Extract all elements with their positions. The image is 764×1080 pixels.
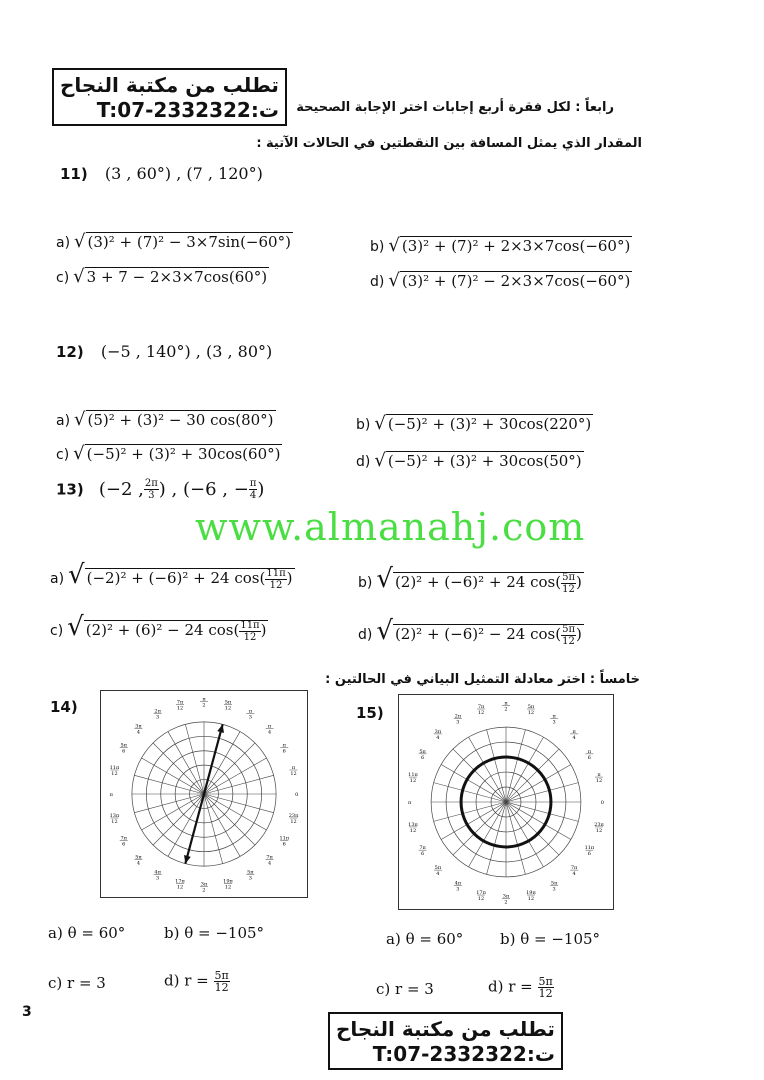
option-label: d) bbox=[356, 454, 371, 470]
angle-label-num: 7π bbox=[477, 703, 485, 710]
grid-ray bbox=[204, 794, 266, 830]
sqrt-icon: √ bbox=[376, 564, 393, 594]
option-prefix: d) r = bbox=[488, 977, 533, 996]
angle-label-num: 11π bbox=[109, 765, 120, 772]
angle-label-num: π bbox=[248, 708, 252, 715]
angle-label-den: 4 bbox=[136, 729, 141, 736]
q12-number: 12) bbox=[56, 343, 84, 361]
angle-label-den: 4 bbox=[267, 729, 272, 736]
q11-number: 11) bbox=[60, 165, 88, 183]
angle-label bbox=[266, 855, 274, 867]
angle-label bbox=[550, 880, 558, 892]
angle-label bbox=[527, 704, 535, 716]
angle-label bbox=[134, 723, 142, 735]
angle-label bbox=[154, 709, 162, 721]
angle-label-num: 11π bbox=[408, 772, 418, 779]
option-expr: (2)² + (−6)² − 24 cos( $\frac{5\pi}{12}$ ) bbox=[394, 623, 582, 647]
q15-option-b[interactable]: b) θ = −105° bbox=[500, 930, 601, 948]
angle-label-den: 3 bbox=[552, 719, 556, 726]
angle-label-den: 12 bbox=[477, 709, 485, 716]
option-expr: (−2)² + (−6)² + 24 cos( $\frac{11\pi}{12}$ ) bbox=[86, 567, 293, 591]
q11-option-b[interactable] bbox=[370, 235, 632, 256]
section5-heading: خامساً : اختر معادلة التمثيل البياني في الحالتين : bbox=[325, 672, 640, 687]
angle-label bbox=[570, 865, 578, 877]
grid-ray bbox=[434, 802, 506, 821]
angle-label-num: 17π bbox=[175, 878, 185, 885]
angle-label-num: 23π bbox=[594, 821, 604, 828]
sqrt-icon: √ bbox=[73, 266, 85, 287]
q15-polar-grid bbox=[398, 694, 614, 910]
angle-label bbox=[408, 772, 418, 784]
top-stamp bbox=[52, 68, 287, 126]
angle-label bbox=[601, 800, 604, 806]
grid-ray bbox=[134, 775, 204, 794]
option-expr: (3)² + (7)² + 2×3×7cos(−60°) bbox=[401, 237, 631, 255]
q11-option-c[interactable] bbox=[56, 266, 269, 287]
angle-label bbox=[290, 765, 298, 777]
angle-label-num: π bbox=[282, 742, 286, 749]
grid-ray bbox=[134, 794, 204, 813]
angle-label-den: 6 bbox=[122, 748, 126, 755]
option-label: b) bbox=[370, 239, 385, 255]
watermark: www.almanahj.com bbox=[195, 505, 586, 549]
angle-label-den: 4 bbox=[436, 734, 440, 741]
angle-label bbox=[454, 714, 462, 726]
angle-label-den: 12 bbox=[527, 896, 535, 903]
angle-label bbox=[110, 813, 120, 825]
section4-heading: رابعاً : لكل فقرة أربع إجابات اختر الإجابة الصحيحة bbox=[296, 100, 614, 115]
stamp-line-1: تطلب من مكتبة النجاح bbox=[336, 1017, 555, 1041]
sqrt-icon: √ bbox=[374, 450, 386, 471]
grid-ray bbox=[434, 783, 506, 802]
angle-label bbox=[454, 880, 462, 892]
option-expr: (−5)² + (3)² + 30cos(220°) bbox=[387, 415, 592, 433]
option-expr: (−5)² + (3)² + 30cos(60°) bbox=[86, 445, 281, 463]
grid-ray bbox=[204, 732, 240, 794]
grid-ray bbox=[506, 802, 525, 874]
q14-option-c[interactable]: c) r = 3 bbox=[48, 974, 106, 992]
angle-label bbox=[266, 723, 274, 735]
angle-label-num: 7π bbox=[570, 865, 578, 872]
angle-label-num: 17π bbox=[476, 890, 486, 897]
bottom-stamp bbox=[328, 1012, 563, 1070]
angle-label-num: 19π bbox=[223, 878, 233, 885]
q15-number: 15) bbox=[356, 704, 384, 722]
grid-ray bbox=[142, 794, 204, 830]
angle-label bbox=[476, 890, 486, 902]
q12-option-b[interactable] bbox=[356, 413, 593, 434]
angle-label-den: 12 bbox=[224, 884, 232, 891]
angle-label-den: 4 bbox=[136, 860, 141, 867]
question-11 bbox=[60, 164, 263, 183]
grid-ray bbox=[487, 730, 506, 802]
sqrt-icon: √ bbox=[388, 270, 400, 291]
question-12 bbox=[56, 342, 272, 361]
grid-ray bbox=[506, 730, 525, 802]
angle-label-den: 2 bbox=[202, 702, 206, 709]
option-label: c) bbox=[56, 447, 70, 463]
angle-label-num: 3π bbox=[200, 881, 208, 888]
sqrt-icon: √ bbox=[74, 231, 86, 252]
q14-option-a[interactable]: a) θ = 60° bbox=[48, 924, 126, 942]
q15-option-c[interactable]: c) r = 3 bbox=[376, 980, 434, 998]
option-label: d) bbox=[358, 627, 373, 643]
q13-option-a[interactable] bbox=[50, 560, 295, 591]
angle-label-den: 6 bbox=[282, 748, 286, 755]
angle-label bbox=[295, 792, 298, 798]
sqrt-icon: √ bbox=[376, 616, 393, 646]
angle-label-den: 6 bbox=[587, 754, 591, 761]
angle-label-num: 7π bbox=[176, 699, 184, 706]
angle-label bbox=[502, 893, 510, 905]
option-prefix: d) r = bbox=[164, 971, 209, 990]
angle-label-num: 3π bbox=[135, 723, 142, 730]
angle-label-den: 12 bbox=[595, 778, 603, 785]
angle-label-num: π bbox=[587, 748, 592, 755]
angle-label-num: 2π bbox=[154, 708, 161, 715]
option-label: a) bbox=[56, 413, 71, 429]
stamp-line-2: T:07-2332322:ت bbox=[96, 98, 279, 122]
grid-ray bbox=[204, 794, 255, 845]
angle-label-num: 13π bbox=[408, 821, 418, 828]
option-label: d) bbox=[370, 274, 385, 290]
angle-label-num: 7π bbox=[120, 835, 127, 842]
angle-label-num: 5π bbox=[434, 865, 442, 872]
angle-label bbox=[200, 696, 208, 708]
angle-label-num: π bbox=[504, 700, 508, 707]
option-expr: (3)² + (7)² − 3×7sin(−60°) bbox=[87, 233, 291, 251]
angle-label bbox=[595, 772, 603, 784]
q12-option-d[interactable] bbox=[356, 450, 584, 471]
angle-label-den: 4 bbox=[572, 871, 576, 878]
angle-label-den: 12 bbox=[176, 884, 184, 891]
grid-ray bbox=[142, 758, 204, 794]
angle-label-den: 3 bbox=[456, 719, 460, 726]
angle-label bbox=[246, 869, 254, 881]
angle-label-num: 5π bbox=[527, 703, 535, 710]
angle-label-num: 5π bbox=[550, 880, 558, 887]
angle-label bbox=[120, 835, 128, 847]
polar-graph-15 bbox=[399, 695, 613, 909]
angle-label bbox=[434, 729, 442, 741]
angle-label-num: 5π bbox=[135, 854, 142, 861]
angle-label-den: 6 bbox=[282, 841, 286, 848]
angle-label-num: 19π bbox=[526, 890, 536, 897]
angle-label-num: 5π bbox=[224, 699, 232, 706]
angle-label-num: π bbox=[109, 792, 113, 798]
q13-p1-angle: $\frac{2\pi}{3}$ bbox=[144, 478, 158, 501]
grid-ray bbox=[487, 802, 506, 874]
angle-label bbox=[279, 835, 289, 847]
angle-label-den: 12 bbox=[290, 771, 297, 778]
q13-p2-angle: $\frac{\pi}{4}$ bbox=[249, 478, 257, 501]
angle-label-num: π bbox=[202, 696, 206, 703]
angle-label-num: 4π bbox=[154, 869, 161, 876]
angle-label-num: 23π bbox=[288, 812, 299, 819]
grid-ray bbox=[204, 758, 266, 794]
angle-label bbox=[408, 800, 412, 806]
angle-label-num: 11π bbox=[279, 835, 290, 842]
q13-option-d[interactable] bbox=[358, 616, 584, 647]
q11-points: (3 , 60°) , (7 , 120°) bbox=[104, 164, 263, 183]
angle-label-num: π bbox=[267, 723, 272, 730]
angle-label-den: 6 bbox=[421, 851, 425, 858]
angle-label-den: 4 bbox=[267, 860, 272, 867]
option-expr: (5)² + (3)² − 30 cos(80°) bbox=[87, 411, 274, 429]
angle-label bbox=[526, 890, 536, 902]
q13-option-c[interactable] bbox=[50, 612, 268, 643]
angle-label bbox=[419, 845, 427, 857]
q14-number: 14) bbox=[50, 698, 78, 716]
angle-label bbox=[110, 765, 120, 777]
grid-ray bbox=[185, 724, 204, 794]
angle-label-den: 3 bbox=[248, 875, 252, 882]
angle-label bbox=[110, 792, 114, 798]
grid-ray bbox=[204, 794, 223, 864]
angle-label-num: 5π bbox=[247, 869, 254, 876]
option-label: b) bbox=[356, 417, 371, 433]
angle-label-den: 12 bbox=[176, 705, 184, 712]
option-expr: 3 + 7 − 2×3×7cos(60°) bbox=[86, 268, 268, 286]
angle-label bbox=[223, 879, 233, 891]
angle-label-den: 3 bbox=[456, 886, 460, 893]
grid-ray bbox=[168, 732, 204, 794]
angle-label-den: 12 bbox=[409, 827, 417, 834]
sqrt-icon: √ bbox=[74, 409, 86, 430]
angle-label-den: 12 bbox=[224, 705, 232, 712]
q15-option-a[interactable]: a) θ = 60° bbox=[386, 930, 464, 948]
angle-label bbox=[585, 749, 593, 761]
angle-label-den: 3 bbox=[552, 886, 556, 893]
angle-label bbox=[408, 822, 418, 834]
angle-label bbox=[419, 749, 427, 761]
q14-option-d[interactable] bbox=[164, 970, 230, 993]
option-expr: (−5)² + (3)² + 30cos(50°) bbox=[387, 452, 582, 470]
angle-label bbox=[154, 869, 162, 881]
q14-option-b[interactable]: b) θ = −105° bbox=[164, 924, 265, 942]
option-expr: (2)² + (−6)² + 24 cos( $\frac{5\pi}{12}$ ) bbox=[394, 571, 582, 595]
angle-label-num: π bbox=[408, 800, 412, 806]
sqrt-icon: √ bbox=[67, 612, 84, 642]
angle-label-den: 12 bbox=[527, 709, 535, 716]
angle-label-den: 3 bbox=[156, 714, 160, 721]
angle-label-num: π bbox=[572, 728, 576, 735]
angle-label-num: 5π bbox=[419, 748, 426, 755]
angle-label-num: π bbox=[597, 772, 601, 779]
angle-label-num: 0 bbox=[600, 800, 604, 806]
q12-option-a[interactable] bbox=[56, 409, 276, 430]
q13-number: 13) bbox=[56, 480, 84, 499]
section4-subheading: المقدار الذي يمثل المسافة بين النقطتين في الحالات الآتية : bbox=[256, 136, 642, 151]
q14-polar-grid bbox=[100, 690, 308, 898]
option-fraction: $\frac{5\pi}{12}$ bbox=[538, 975, 553, 1000]
angle-label bbox=[120, 743, 128, 755]
q15-option-d[interactable] bbox=[488, 976, 554, 999]
grid-ray bbox=[204, 794, 240, 856]
stamp-line-1: تطلب من مكتبة النجاح bbox=[60, 73, 279, 97]
angle-label bbox=[550, 714, 558, 726]
angle-label bbox=[200, 882, 208, 894]
q11-option-d[interactable] bbox=[370, 270, 632, 291]
angle-label-den: 12 bbox=[595, 827, 603, 834]
sqrt-icon: √ bbox=[374, 413, 386, 434]
q11-option-a[interactable] bbox=[56, 231, 293, 252]
angle-label bbox=[289, 813, 299, 825]
angle-label bbox=[502, 701, 510, 713]
grid-ray bbox=[153, 743, 204, 794]
angle-label-den: 6 bbox=[587, 851, 591, 858]
angle-label-den: 12 bbox=[111, 771, 118, 778]
grid-ray bbox=[204, 775, 274, 794]
q12-points: (−5 , 140°) , (3 , 80°) bbox=[100, 342, 273, 361]
page-number: 3 bbox=[22, 1004, 32, 1020]
angle-label-num: 4π bbox=[454, 880, 462, 887]
q13-points: (−2 , $\frac{2\pi}{3}$ ) , (−6 , − $\frac{\pi}{4}$ ) bbox=[98, 478, 265, 501]
angle-label bbox=[594, 822, 604, 834]
angle-label bbox=[246, 709, 254, 721]
option-label: b) bbox=[358, 575, 373, 591]
angle-label-num: 0 bbox=[295, 792, 299, 798]
angle-label bbox=[585, 845, 595, 857]
angle-label-den: 2 bbox=[504, 706, 508, 713]
angle-label-den: 4 bbox=[572, 734, 576, 741]
angle-label bbox=[175, 879, 185, 891]
q12-option-c[interactable] bbox=[56, 443, 282, 464]
q13-option-b[interactable] bbox=[358, 564, 584, 595]
angle-label-den: 12 bbox=[409, 778, 417, 785]
angle-label-den: 2 bbox=[202, 887, 206, 894]
polar-graph-14 bbox=[101, 691, 307, 897]
option-label: c) bbox=[50, 623, 64, 639]
stamp-line-2: T:07-2332322:ت bbox=[372, 1042, 555, 1066]
option-label: a) bbox=[56, 235, 71, 251]
grid-ray bbox=[506, 802, 578, 821]
angle-label-num: 7π bbox=[266, 854, 273, 861]
angle-label bbox=[570, 729, 578, 741]
angle-label-den: 4 bbox=[436, 871, 440, 878]
angle-label bbox=[224, 699, 232, 711]
angle-label-num: 3π bbox=[502, 893, 510, 900]
question-13 bbox=[56, 478, 264, 501]
grid-ray bbox=[168, 794, 204, 856]
angle-label bbox=[280, 743, 288, 755]
angle-label bbox=[134, 855, 142, 867]
angle-label-num: π bbox=[552, 713, 556, 720]
option-label: c) bbox=[56, 270, 70, 286]
angle-label-num: 2π bbox=[454, 713, 462, 720]
q13-p1-r: −2 bbox=[105, 478, 133, 500]
angle-label-num: π bbox=[291, 765, 296, 772]
angle-label bbox=[434, 865, 442, 877]
angle-label-num: 5π bbox=[120, 742, 127, 749]
angle-label-num: 3π bbox=[434, 728, 442, 735]
angle-label-num: 7π bbox=[419, 845, 426, 852]
q13-p2-r: −6 bbox=[190, 478, 217, 500]
sqrt-icon: √ bbox=[73, 443, 85, 464]
angle-label-num: 13π bbox=[109, 812, 120, 819]
option-label: a) bbox=[50, 571, 65, 587]
angle-label-num: 11π bbox=[584, 845, 595, 852]
sqrt-icon: √ bbox=[388, 235, 400, 256]
angle-label-den: 3 bbox=[248, 714, 252, 721]
angle-label-den: 2 bbox=[504, 899, 508, 906]
option-expr: (3)² + (7)² − 2×3×7cos(−60°) bbox=[401, 272, 631, 290]
angle-label bbox=[176, 699, 184, 711]
grid-ray bbox=[204, 794, 274, 813]
angle-label-den: 3 bbox=[156, 875, 160, 882]
angle-label-den: 12 bbox=[111, 818, 118, 825]
option-fraction: $\frac{5\pi}{12}$ bbox=[214, 969, 229, 994]
angle-label-den: 12 bbox=[477, 896, 485, 903]
grid-ray bbox=[506, 783, 578, 802]
angle-label-den: 6 bbox=[122, 841, 126, 848]
angle-label bbox=[477, 704, 485, 716]
angle-label-den: 6 bbox=[421, 754, 425, 761]
angle-label-den: 12 bbox=[290, 818, 297, 825]
sqrt-icon: √ bbox=[68, 560, 85, 590]
option-expr: (2)² + (6)² − 24 cos( $\frac{11\pi}{12}$ ) bbox=[85, 619, 267, 643]
